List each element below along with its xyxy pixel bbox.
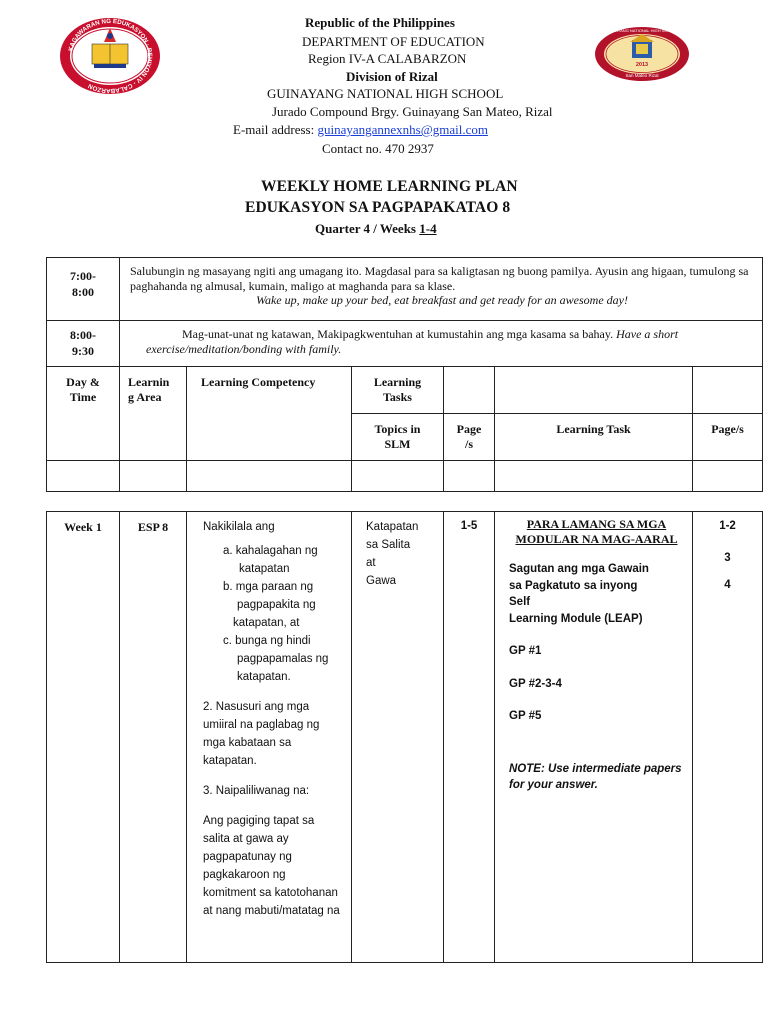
learning-competency: Nakikilala ang a. kahalagahan ng katapatan b. mga paraan ng pagpapakita ng katapatan, at c. bunga ng hindi pagpapamalas ng katapatan. 2. Nasusuri ang mga umiiral na paglabag ng mga kabataan sa katapatan. 3. Naipaliliwanag na: Ang pagiging tapat sa salita at gawa ay pagpapatunay ng pagkakaroon ng komitment sa katotohanan at nang mabuti/matatag na	[187, 512, 352, 963]
header-learning-competency: Learning Competency	[187, 367, 352, 461]
schedule-row	[47, 321, 763, 367]
slm-pages: 1-5	[444, 512, 495, 963]
header-division: Division of Rizal	[346, 69, 438, 84]
header-pages: Page/s	[693, 414, 763, 461]
email-link[interactable]: guinayangannexnhs@gmail.com	[317, 122, 488, 137]
learning-task: PARA LAMANG SA MGA MODULAR NA MAG-AARAL Sagutan ang mga Gawain sa Pagkatuto sa inyong Self Learning Module (LEAP) GP #1 GP #2-3-4 GP #5 NOTE: Use intermediate papers for your answer.	[495, 512, 693, 963]
subject-title: EDUKASYON SA PAGPAPAKATAO 8	[245, 199, 511, 216]
header-day-time: Day & Time	[47, 367, 120, 461]
header-topics: Topics in SLM	[352, 414, 444, 461]
header-republic: Republic of the Philippines	[305, 15, 455, 30]
quarter-prefix: Quarter 4 / Weeks	[315, 221, 420, 236]
school-seal	[594, 26, 690, 82]
deped-seal	[58, 16, 162, 96]
svg-text:2013: 2013	[635, 62, 649, 68]
header-contact: Contact no. 470 2937	[322, 141, 434, 156]
learning-area: ESP 8	[120, 512, 187, 963]
plan-title: WEEKLY HOME LEARNING PLAN	[261, 178, 518, 195]
header-email-line	[233, 122, 488, 138]
schedule-row	[47, 258, 763, 321]
header-learning-task: Learning Task	[495, 414, 693, 461]
schedule-activity: Mag-unat-unat ng katawan, Makipagkwentuhan at kumustahin ang mga kasama sa bahay. Have a short exercise/meditation/bonding with family.	[120, 321, 763, 367]
week1-row	[47, 512, 763, 963]
schedule-time: 7:00- 8:00	[47, 258, 120, 321]
topics-in-slm: Katapatan sa Salita at Gawa	[352, 512, 444, 963]
header-region: Region IV-A CALABARZON	[308, 51, 467, 66]
header-learning-area: Learnin g Area	[120, 367, 187, 461]
quarter-line	[315, 221, 437, 237]
email-label: E-mail address:	[233, 122, 318, 137]
svg-text:San Mateo Rizal: San Mateo Rizal	[625, 73, 659, 78]
schedule-time: 8:00- 9:30	[47, 321, 120, 367]
header-address: Jurado Compound Brgy. Guinayang San Mateo, Rizal	[272, 104, 553, 119]
svg-text:KAGAWARAN NG EDUKASYON · REHIY: KAGAWARAN NG EDUKASYON · REHIYON IV - CALABARZON	[67, 17, 154, 95]
task-pages: 1-2 3 4	[693, 512, 763, 963]
quarter-weeks: 1-4	[419, 221, 437, 236]
schedule-table	[46, 257, 763, 492]
week-label: Week 1	[47, 512, 120, 963]
header-school: GUINAYANG NATIONAL HIGH SCHOOL	[267, 86, 504, 101]
header-page: Page /s	[444, 414, 495, 461]
schedule-activity: Salubungin ng masayang ngiti ang umagang ito. Magdasal para sa kaligtasan ng buong pamilya. Ayusin ang higaan, tumulong sa paghahanda ng almusal, kumain, maligo at maghanda para sa klase. Wake up, make up your bed, eat breakfast and get ready for an awesome day!	[120, 258, 763, 321]
header-learning-tasks: Learning Tasks	[352, 367, 444, 414]
week1-table	[46, 511, 763, 963]
header-department: DEPARTMENT OF EDUCATION	[302, 34, 485, 49]
empty-row	[47, 461, 763, 492]
svg-text:GUINAYANG NATIONAL HIGH SCHOOL: GUINAYANG NATIONAL HIGH SCHOOL	[605, 28, 679, 33]
table-header-row	[47, 367, 763, 414]
